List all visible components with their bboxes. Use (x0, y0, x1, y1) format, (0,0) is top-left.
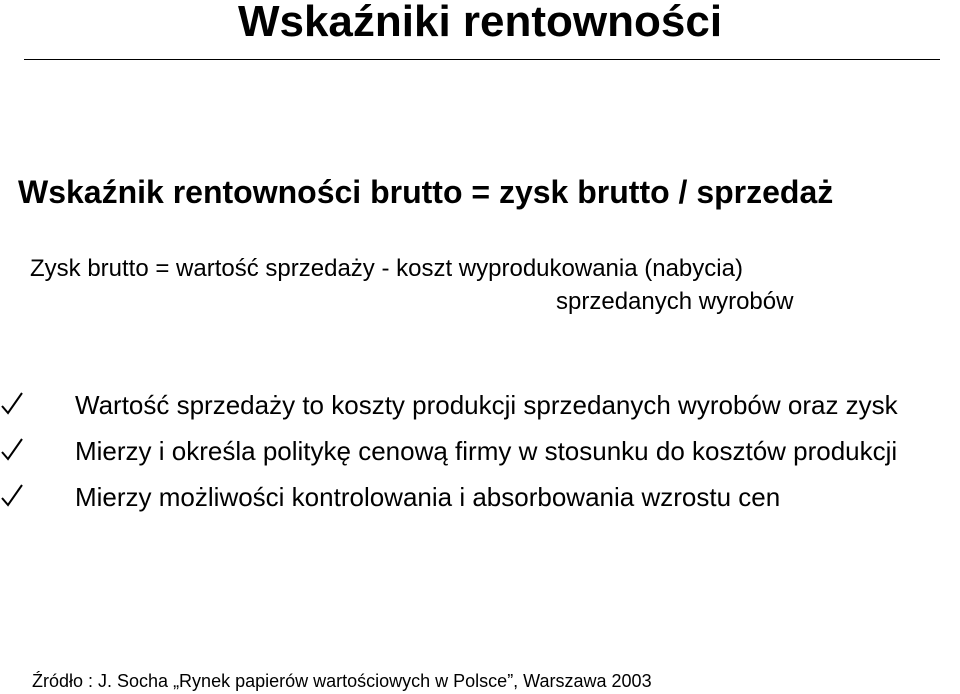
bullet-item (0, 480, 935, 514)
formula-line-2: sprzedanych wyrobów (556, 288, 794, 315)
title-divider (24, 59, 940, 60)
bullet-text: Mierzy i określa politykę cenową firmy w stosunku do kosztów produkcji (75, 436, 898, 466)
bullet-text: Wartość sprzedaży to koszty produkcji sprzedanych wyrobów oraz zysk (75, 390, 898, 420)
bullet-item (0, 434, 935, 468)
bullet-item (0, 388, 935, 422)
source-citation: Źródło : J. Socha „Rynek papierów wartościowych w Polsce”, Warszawa 2003 (32, 671, 652, 691)
slide-title: Wskaźniki rentowności (237, 0, 723, 46)
bullet-list (0, 388, 960, 526)
bullet-text: Mierzy możliwości kontrolowania i absorbowania wzrostu cen (75, 482, 781, 512)
checkmark-icon (0, 434, 24, 464)
formula-line-1: Zysk brutto = wartość sprzedaży - koszt wyprodukowania (nabycia) (30, 255, 743, 282)
gross-profit-formula (30, 252, 950, 318)
checkmark-icon (0, 480, 24, 510)
checkmark-icon (0, 388, 24, 418)
ratio-definition-heading: Wskaźnik rentowności brutto = zysk brutto / sprzedaż (18, 174, 834, 210)
